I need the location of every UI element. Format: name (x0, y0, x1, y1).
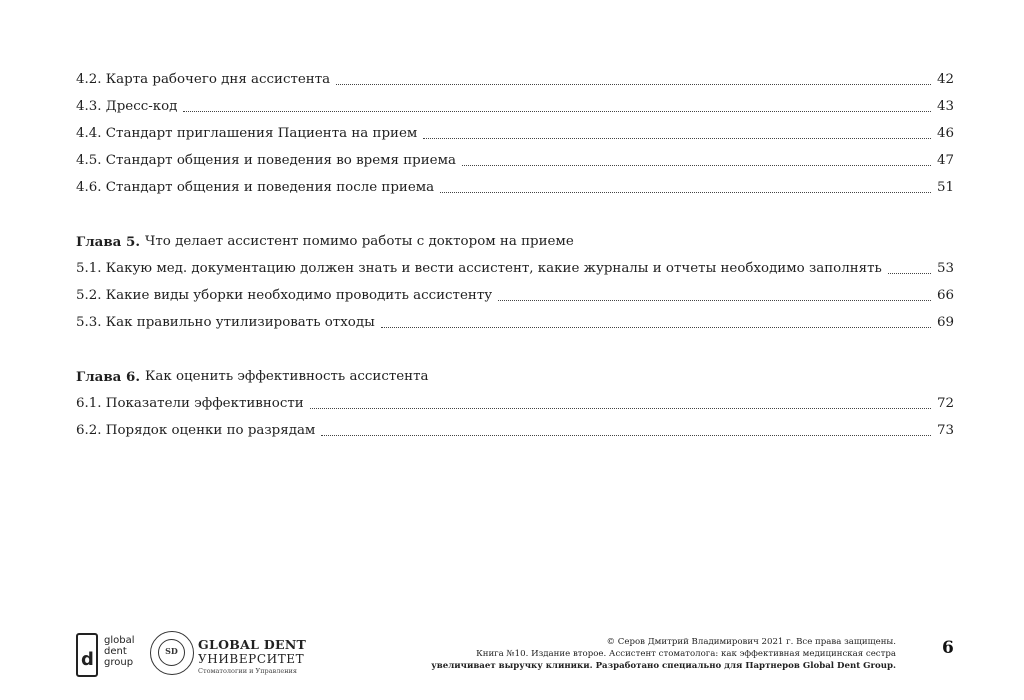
toc-entry-title: 4.4. Стандарт приглашения Пациента на прием (76, 126, 418, 141)
university-seal-icon: SD (150, 631, 194, 675)
table-of-contents (76, 62, 954, 440)
toc-entry-title: 4.5. Стандарт общения и поведения во время приема (76, 153, 456, 168)
chapter-label: Глава 6. (76, 369, 140, 385)
toc-entry-title: 6.2. Порядок оценки по разрядам (76, 423, 316, 438)
page-footer (0, 628, 1024, 688)
toc-entry-title: 5.2. Какие виды уборки необходимо проводить ассистенту (76, 288, 493, 303)
global-dent-group-logo (76, 633, 142, 679)
copyright-notice: © Серов Дмитрий Владимирович 2021 г. Все права защищены. Книга №10. Издание второе. Ассистент стоматолога: как эффективная медицинская сестра увеличивает выручку клиники. Разработано специально для Партнеров Global Dent Group. (431, 637, 896, 671)
toc-dot-leader (462, 165, 931, 166)
toc-entry-page: 73 (936, 423, 954, 438)
toc-entry-title: 5.3. Как правильно утилизировать отходы (76, 315, 375, 330)
toc-entry (76, 278, 954, 305)
toc-entry-title: 4.2. Карта рабочего дня ассистента (76, 72, 331, 87)
toc-dot-leader (321, 435, 931, 436)
toc-entry-page: 53 (936, 261, 954, 276)
toc-dot-leader (423, 138, 931, 139)
toc-entry-page: 42 (936, 72, 954, 87)
toc-entry-page: 69 (936, 315, 954, 330)
toc-entry-page: 72 (936, 396, 954, 411)
toc-entry-page: 43 (936, 99, 954, 114)
toc-entry (76, 89, 954, 116)
toc-entry-page: 47 (936, 153, 954, 168)
logo-d-box-icon: d (76, 633, 98, 677)
toc-entry (76, 305, 954, 332)
toc-entry-title: 6.1. Показатели эффективности (76, 396, 304, 411)
toc-entry-title: 5.1. Какую мед. документацию должен знать и вести ассистент, какие журналы и отчеты необходимо заполнять (76, 261, 882, 276)
logo-wordmark: global dent group (104, 635, 135, 668)
toc-dot-leader (336, 84, 931, 85)
page-number: 6 (942, 638, 954, 658)
toc-dot-leader (440, 192, 931, 193)
university-logo (150, 631, 307, 681)
toc-entry-page: 51 (936, 180, 954, 195)
toc-entry-title: 4.6. Стандарт общения и поведения после приема (76, 180, 435, 195)
toc-entry (76, 170, 954, 197)
toc-entry (76, 116, 954, 143)
chapter-label: Глава 5. (76, 234, 140, 250)
toc-entry (76, 386, 954, 413)
toc-chapter-heading (76, 359, 954, 386)
toc-dot-leader (310, 408, 931, 409)
toc-entry-title: 4.3. Дресс-код (76, 99, 178, 114)
toc-entry-page: 66 (936, 288, 954, 303)
toc-entry (76, 413, 954, 440)
toc-dot-leader (888, 273, 931, 274)
chapter-title: Как оценить эффективность ассистента (145, 369, 429, 384)
toc-dot-leader (498, 300, 931, 301)
university-subname: УНИВЕРСИТЕТ (198, 652, 305, 666)
toc-chapter-heading (76, 224, 954, 251)
toc-entry (76, 251, 954, 278)
university-tagline: Стоматологии и Управления (198, 667, 297, 675)
toc-entry-page: 46 (936, 126, 954, 141)
toc-entry (76, 143, 954, 170)
chapter-title: Что делает ассистент помимо работы с доктором на приеме (145, 234, 574, 249)
toc-entry (76, 62, 954, 89)
toc-dot-leader (381, 327, 931, 328)
university-name: GLOBAL DENT (198, 637, 307, 652)
toc-dot-leader (183, 111, 931, 112)
